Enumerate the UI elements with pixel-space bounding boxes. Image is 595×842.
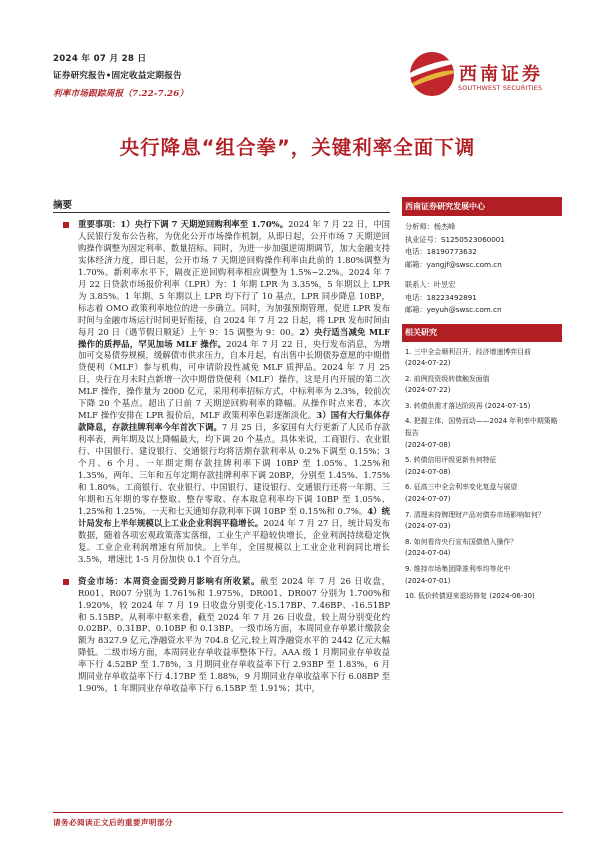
list-item[interactable]: 8. 如何看待央行宣布国债借入操作？ (2024-07-04) (405, 537, 518, 558)
body-text: 截至 2024 年 7 月 26 日收盘，R001、R007 分别为 1.761%和 1.975%，DR001、DR007 分别为 1.700%和 1.920%，较 2024 年 7 月 19 日收盘分别变化-15.17BP、7.46BP、-16.51BP 和 5.15BP。从利率中枢来看，截至 2024 年 7 月 26 日收盘，较上周分别变化约 0.02BP、0.31BP、0.10BP 和 0.13BP。一级市场方面，本周同业存单累计缴款金额为 8327.9 亿元,净融资水平为 704.8 亿元,较上周净融资水平的 2442 亿元大幅降低。二级市场方面，本周同业存单收益率整体下行。AAA 级 1 月期同业存单收益率下行 4.52BP 至 1.78%，3 月期同业存单收益率下行 2.93BP 至 1.83%，6 月期同业存单收益率下行 4.17BP 至 1.88%，9 月期同业存单收益率下行 6.08BP 至 1.90%，1 年期同业存单收益率下行 6.15BP 至 1.91%；其中， (78, 575, 390, 694)
list-item[interactable]: 1. 三中全会顺利召开，经济增速博弈目前 (2024-07-22) (405, 347, 531, 368)
contact-email[interactable]: 邮箱：yeyuh@swsc.com.cn (405, 305, 502, 314)
team-heading: 西南证券研究发展中心 (402, 197, 562, 216)
body-text: 2024 年 7 月 22 日，央行发布消息，为增加可交易债券规模，缓解债市供求压力，自本月起，有出售中长期债券意愿的中期借贷便利（MLF）参与机构，可申请阶段性减免 MLF 质押品。2024 年 7 月 25 日，央行在月末时点新增一次中期借贷便利（MLF）操作，这是月内开展的第二次 MLF 操作，操作量为 2000 亿元，采用利率招标方式，中标利率为 2.3%，较前次下降 20 个基点。超出了日前 7 天期逆回购利率的降幅。从操作时点来看，本次 MLF 操作安排在 LPR 报价后，MLF 政策利率色彩逐渐淡化。 (78, 338, 391, 421)
related-reports-list (402, 342, 562, 603)
body-text: 2024 年 7 月 22 日，中国人民银行发布公告称，为优化公开市场操作机制，从即日起，公开市场 7 天期逆回购操作调整为固定利率、数量招标。同时，为进一步加强逆周期调节，加大金融支持实体经济力度，即日起，公开市场 7 天期逆回购操作利率由此前的 1.80%调整为 1.70%。新利率水平下，隔夜正逆回购利率相应调整为 1.5%~2.2%。2024 年 7 月 22 日贷款市场报价利率（LPR）为：1 年期 LPR 为 3.35%，5 年期以上 LPR 为 3.85%。1 年期、5 年期以上 LPR 均下行了 10 基点，LPR 同步降息 10BP，标志着 OMO 政策利率地位的进一步确立。同时，为加强预期管理，促进 LPR 发布时间与金融市场运行时间更好衔接，自 2024 年 7 月 22 日起，将 LPR 发布时间由每月 20 日（遇节假日顺延）上午 9：15 调整为 9：00。 (78, 219, 390, 337)
brand-name-en: SOUTHWEST SECURITIES (458, 84, 543, 92)
contact-name: 联系人：叶昱宏 (405, 280, 456, 289)
report-header (53, 52, 573, 107)
list-item[interactable]: 9. 维持市场集团降准利率均等化中 (2024-07-01) (405, 565, 511, 585)
lead-text: 资金市场：本周资金面受跨月影响有所收紧。 (78, 575, 261, 586)
related-heading: 相关研究 (402, 324, 562, 342)
paragraph-key-events (53, 219, 390, 566)
report-series: 利率市场跟踪周报（7.22-7.26） (53, 89, 189, 99)
report-date: 2024 年 07 月 28 日 (53, 54, 147, 64)
brand-name: 西南证券 (459, 64, 543, 85)
list-item[interactable]: 6. 征高三中全会利率变化复盘与展望 (2024-07-07) (405, 483, 518, 504)
report-title: 央行降息“组合拳”，关键利率全面下调 (119, 136, 476, 159)
analyst-info (402, 216, 562, 323)
sidebar (402, 197, 562, 607)
footer-divider (53, 812, 563, 813)
analyst-email[interactable]: 邮箱：yangjf@swsc.com.cn (405, 259, 502, 269)
list-item[interactable]: 3. 转债供需才落达阶段再 (2024-07-15) (405, 401, 531, 410)
body-text: 2024 年 7 月 27 日，统计局发布数据，随着各项宏观政策落实落细，工业生产平稳较快增长，企业利润持续稳定恢复。工业企业利润增速有所加快。上半年，全国规模以上工业企业利润同比增长 3.5%，增速比 1-5 月份加快 0.1 个百分点。 (78, 517, 390, 564)
body-text: 7 月 25 日，多家国有大行更新了人民币存款利率表，两年期及以上降幅最大，均下调 20 个基点。具体来说，工商银行、农业银行、中国银行、建设银行、交通银行均将活期存款利率从 0.2%下调至 0.15%；3 个月、6 个月、一年期定期存款挂牌利率下调 10BP 至 1.05%、1.25%和 1.35%，两年、三年和五年定期存款挂牌利率下调 20BP，分别至 1.45%、1.75%和 1.80%。工商银行、农业银行、中国银行、建设银行、交通银行还将一年期、三年期和五年期的零存整取、整存零取、存本取息利率均下调 10BP 至 1.05%、1.25%和 1.25%。一天和七天通知存款利率下调 10BP 至 0.15%和 0.7%。 (78, 422, 390, 516)
list-item[interactable]: 10. 低价转债迎来退坊修复 (2024-06-30) (405, 592, 535, 601)
report-type: 证券研究报告•固定收益定期报告 (53, 71, 182, 81)
list-item[interactable]: 7. 清理未持牌理财产品对债券市场影响如何？ (2024-07-03) (405, 510, 545, 531)
brand-logo-icon (410, 52, 454, 96)
analyst-license: 执业证号：S1250523060001 (405, 234, 505, 244)
abstract-heading: 摘要 (53, 200, 73, 211)
footer-disclaimer: 请务必阅读正文后的重要声明部分 (53, 818, 173, 827)
lead-text: 2）央行适当减免 MLF 操作的质押品，罕见加场 MLF 操作。 (78, 326, 390, 349)
lead-text: 3）国有大行集体存款降息，存款挂牌利率今年首次下调。 (78, 410, 390, 433)
analyst-name: 分析师：杨杰峰 (405, 222, 456, 231)
lead-text: 重要事项：1）央行下调 7 天期逆回购利率至 1.70%。 (78, 219, 289, 229)
contact-phone: 电话：18223492891 (405, 292, 477, 302)
lead-text: 4）统计局发布上半年规模以上工业企业利润平稳增长。 (78, 505, 390, 528)
paragraph-money-market (53, 576, 390, 696)
abstract-body (53, 219, 390, 705)
abstract-divider (53, 212, 390, 213)
list-item[interactable]: 2. 前例投资级转债触发面值 (2024-07-22) (405, 374, 490, 395)
analyst-phone: 电话：18190773632 (405, 247, 477, 256)
list-item[interactable]: 4. 把握主体，国势而动——2024 年利率中期策略报告 (2024-07-08) (405, 417, 558, 449)
list-item[interactable]: 5. 转债信用评级更新有何特征 (2024-07-08) (405, 456, 497, 476)
